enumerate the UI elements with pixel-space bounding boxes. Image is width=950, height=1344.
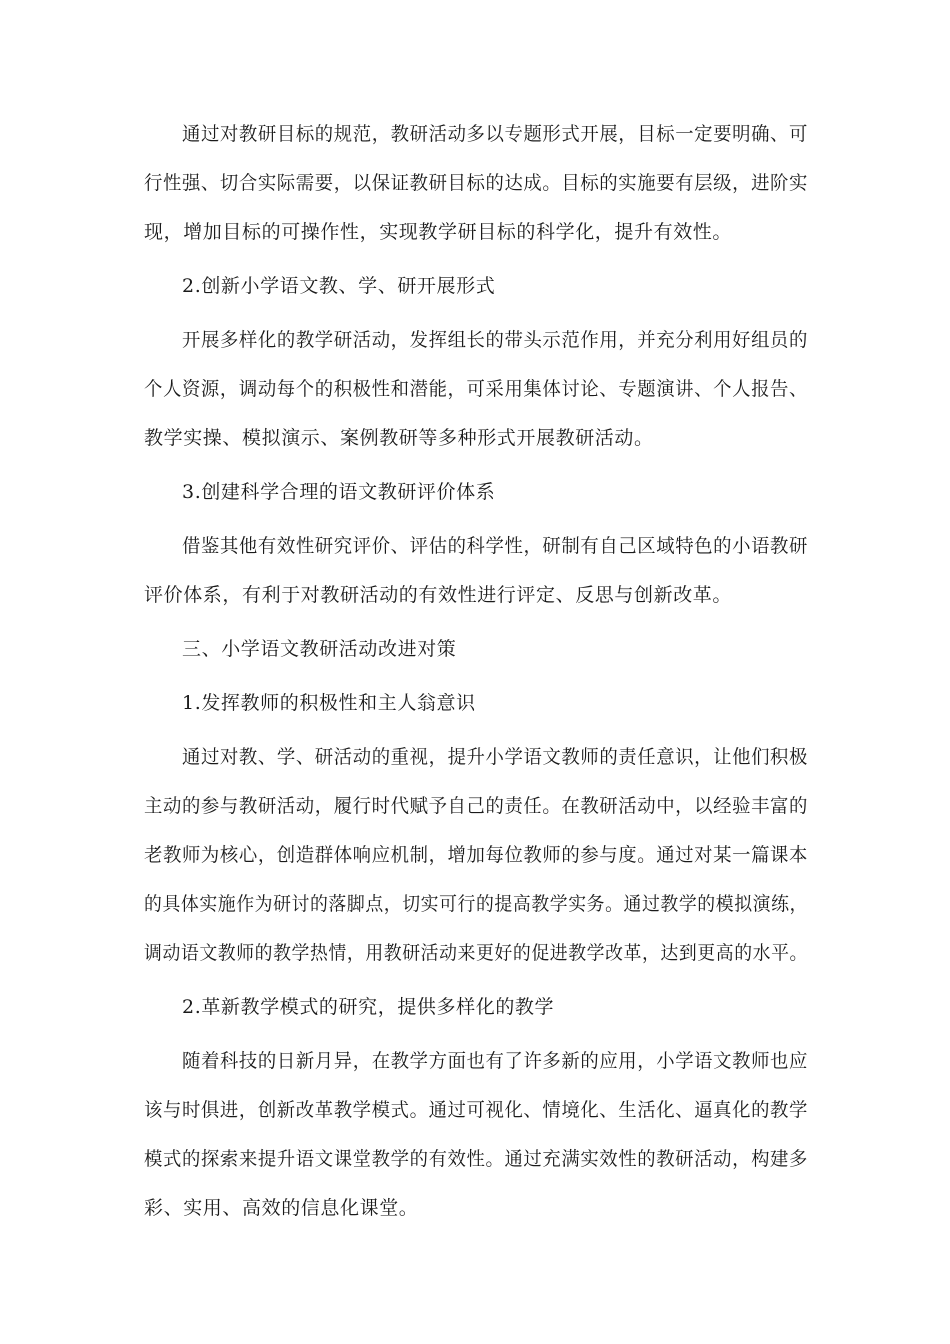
text-line: 开展多样化的教学研活动，发挥组长的带头示范作用，并充分利用好组员的 <box>182 329 808 351</box>
document-page <box>144 110 808 1238</box>
text-line: 借鉴其他有效性研究评价、评估的科学性，研制有自己区域特色的小语教研 <box>182 535 808 557</box>
body-paragraph <box>144 522 808 620</box>
text-line: 模式的探索来提升语文课堂教学的有效性。通过充满实效性的教研活动，构建多 <box>144 1148 808 1170</box>
body-paragraph <box>144 316 808 463</box>
text-line: 老教师为核心，创造群体响应机制，增加每位教师的参与度。通过对某一篇课本 <box>144 844 808 866</box>
text-line: 主动的参与教研活动，履行时代赋予自己的责任。在教研活动中，以经验丰富的 <box>144 795 808 817</box>
section-heading <box>144 983 808 1032</box>
text-line: 随着科技的日新月异，在教学方面也有了许多新的应用，小学语文教师也应 <box>182 1050 808 1072</box>
text-line: 3.创建科学合理的语文教研评价体系 <box>182 481 496 503</box>
text-line: 2.创新小学语文教、学、研开展形式 <box>182 275 496 297</box>
text-line: 行性强、切合实际需要，以保证教研目标的达成。目标的实施要有层级，进阶实 <box>144 172 808 194</box>
text-line: 2.革新教学模式的研究，提供多样化的教学 <box>182 996 555 1018</box>
text-line: 现，增加目标的可操作性，实现教学研目标的科学化，提升有效性。 <box>144 221 733 243</box>
text-line: 彩、实用、高效的信息化课堂。 <box>144 1197 419 1219</box>
section-heading <box>144 468 808 517</box>
text-line: 该与时俱进，创新改革教学模式。通过可视化、情境化、生活化、逼真化的教学 <box>144 1099 808 1121</box>
text-line: 通过对教研目标的规范，教研活动多以专题形式开展，目标一定要明确、可 <box>182 123 808 145</box>
body-paragraph <box>144 1037 808 1233</box>
text-line: 调动语文教师的教学热情，用教研活动来更好的促进教学改革，达到更高的水平。 <box>144 942 808 964</box>
text-line: 评价体系，有利于对教研活动的有效性进行评定、反思与创新改革。 <box>144 584 733 606</box>
body-paragraph <box>144 733 808 978</box>
text-line: 通过对教、学、研活动的重视，提升小学语文教师的责任意识，让他们积极 <box>182 746 808 768</box>
text-line: 的具体实施作为研讨的落脚点，切实可行的提高教学实务。通过教学的模拟演练， <box>144 893 808 915</box>
section-heading <box>144 262 808 311</box>
text-line: 教学实操、模拟演示、案例教研等多种形式开展教研活动。 <box>144 427 654 449</box>
section-heading <box>144 625 808 674</box>
section-heading <box>144 679 808 728</box>
text-line: 1.发挥教师的积极性和主人翁意识 <box>182 692 476 714</box>
text-line: 个人资源，调动每个的积极性和潜能，可采用集体讨论、专题演讲、个人报告、 <box>144 378 808 400</box>
body-paragraph <box>144 110 808 257</box>
text-line: 三、小学语文教研活动改进对策 <box>182 638 457 660</box>
